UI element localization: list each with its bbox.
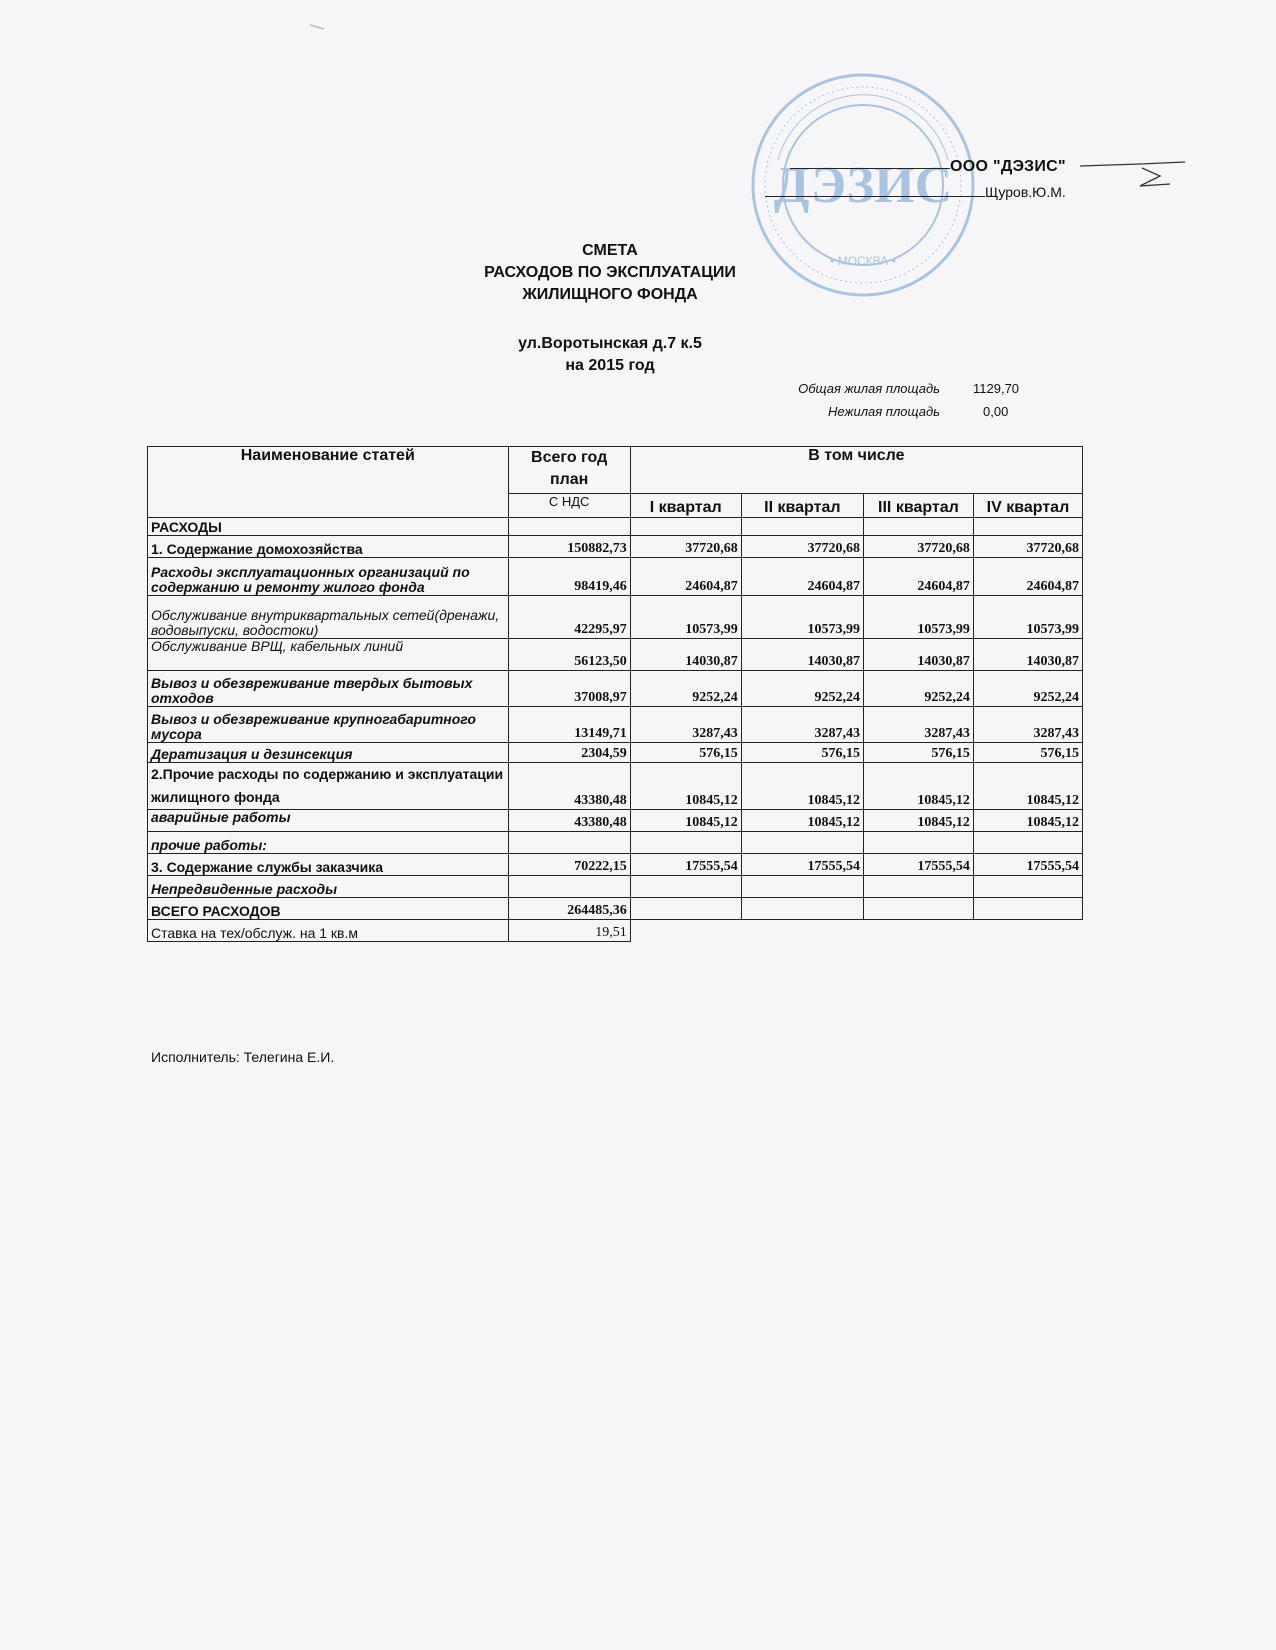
- row-q1: 10845,12: [630, 763, 741, 810]
- header-name: Наименование статей: [148, 447, 509, 518]
- executor: Исполнитель: Телегина Е.И.: [151, 1049, 335, 1065]
- row-name: Дератизация и дезинсекция: [148, 743, 509, 763]
- row-name: Непредвиденные расходы: [148, 876, 509, 898]
- row-q3: 9252,24: [863, 671, 973, 707]
- row-q4: 10845,12: [973, 810, 1082, 832]
- row-q1: 14030,87: [630, 639, 741, 671]
- row-q2: [741, 832, 863, 854]
- row-q1: 576,15: [630, 743, 741, 763]
- table-row: [148, 558, 1083, 596]
- row-q2: 24604,87: [741, 558, 863, 596]
- table-row: [148, 854, 1083, 876]
- row-q3: 14030,87: [863, 639, 973, 671]
- row-name: Обслуживание внутриквартальных сетей(дренажи, водовыпуски, водостоки): [148, 596, 509, 639]
- row-q2: 37720,68: [741, 536, 863, 558]
- row-q3: 37720,68: [863, 536, 973, 558]
- row-q4: 10573,99: [973, 596, 1082, 639]
- row-total: 264485,36: [508, 898, 630, 920]
- address: ул.Воротынская д.7 к.5: [518, 335, 702, 352]
- row-q3: 10845,12: [863, 810, 973, 832]
- row-q4: [973, 832, 1082, 854]
- rate-value: 19,51: [508, 920, 630, 942]
- empty-cell: [508, 518, 630, 536]
- approver-organization: ООО "ДЭЗИС": [950, 158, 1066, 175]
- title-line-2: РАСХОДОВ ПО ЭКСПЛУАТАЦИИ: [484, 264, 736, 281]
- header-vat: С НДС: [508, 494, 630, 518]
- expense-table: [147, 446, 1083, 942]
- living-area-value: 1129,70: [973, 381, 1020, 396]
- rate-label: Ставка на тех/обслуж. на 1 кв.м: [148, 920, 509, 942]
- header-total: [508, 447, 630, 494]
- header-total-line2: план: [549, 471, 589, 488]
- row-q2: 10845,12: [741, 810, 863, 832]
- header-q3: III квартал: [863, 494, 973, 518]
- row-total: 56123,50: [508, 639, 630, 671]
- row-total: [508, 832, 630, 854]
- row-q2: 3287,43: [741, 707, 863, 743]
- header-q2: II квартал: [741, 494, 863, 518]
- row-total: 37008,97: [508, 671, 630, 707]
- row-total: 42295,97: [508, 596, 630, 639]
- row-q1: [630, 898, 741, 920]
- row-q3: [863, 898, 973, 920]
- title-line-3: ЖИЛИЩНОГО ФОНДА: [522, 286, 698, 303]
- row-q3: 10845,12: [863, 763, 973, 810]
- row-name: 2.Прочие расходы по содержанию и эксплуатации жилищного фонда: [148, 763, 509, 810]
- row-q2: 10573,99: [741, 596, 863, 639]
- year: на 2015 год: [565, 357, 655, 374]
- row-name: Обслуживание ВРЩ, кабельных линий: [148, 639, 509, 671]
- row-name: 1. Содержание домохозяйства: [148, 536, 509, 558]
- table-row: [148, 536, 1083, 558]
- empty-cell: [973, 518, 1082, 536]
- table-row: [148, 639, 1083, 671]
- row-q1: 9252,24: [630, 671, 741, 707]
- row-q1: 10845,12: [630, 810, 741, 832]
- row-q3: 24604,87: [863, 558, 973, 596]
- row-total: 98419,46: [508, 558, 630, 596]
- row-name: прочие работы:: [148, 832, 509, 854]
- signer-signature-line: [765, 196, 985, 197]
- table-row: [148, 763, 1083, 810]
- empty-cell: [630, 920, 1082, 942]
- row-q1: 24604,87: [630, 558, 741, 596]
- section-row: [148, 518, 1083, 536]
- row-name: 3. Содержание службы заказчика: [148, 854, 509, 876]
- title-line-1: СМЕТА: [582, 242, 638, 259]
- row-total: 150882,73: [508, 536, 630, 558]
- row-total: 13149,71: [508, 707, 630, 743]
- row-total: 43380,48: [508, 763, 630, 810]
- nonliving-area-value: 0,00: [983, 404, 1009, 419]
- row-q1: [630, 832, 741, 854]
- row-q1: [630, 876, 741, 898]
- row-total: 2304,59: [508, 743, 630, 763]
- header-total-line1: Всего год: [531, 449, 608, 466]
- empty-cell: [741, 518, 863, 536]
- row-q4: 3287,43: [973, 707, 1082, 743]
- row-q3: [863, 876, 973, 898]
- row-q4: 576,15: [973, 743, 1082, 763]
- row-q2: 14030,87: [741, 639, 863, 671]
- row-name: Вывоз и обезвреживание твердых бытовых отходов: [148, 671, 509, 707]
- row-q2: 576,15: [741, 743, 863, 763]
- table-row: [148, 832, 1083, 854]
- row-q2: 10845,12: [741, 763, 863, 810]
- scan-speck: [310, 24, 324, 30]
- row-q2: [741, 876, 863, 898]
- row-total: 43380,48: [508, 810, 630, 832]
- document-subtitle: [430, 333, 790, 377]
- row-q4: 37720,68: [973, 536, 1082, 558]
- row-q4: 17555,54: [973, 854, 1082, 876]
- header-q4: IV квартал: [973, 494, 1082, 518]
- table-row: [148, 596, 1083, 639]
- row-q4: 10845,12: [973, 763, 1082, 810]
- row-q3: 17555,54: [863, 854, 973, 876]
- row-q3: 576,15: [863, 743, 973, 763]
- handwritten-signature: [1080, 160, 1190, 200]
- header-including: В том числе: [630, 447, 1082, 494]
- table-row: [148, 707, 1083, 743]
- table-row: [148, 743, 1083, 763]
- row-name: Вывоз и обезвреживание крупногабаритного мусора: [148, 707, 509, 743]
- header-q1: I квартал: [630, 494, 741, 518]
- row-q1: 17555,54: [630, 854, 741, 876]
- row-name: аварийные работы: [148, 810, 509, 832]
- row-q2: 9252,24: [741, 671, 863, 707]
- row-q4: 9252,24: [973, 671, 1082, 707]
- empty-cell: [630, 518, 741, 536]
- approver-name: Щуров.Ю.М.: [985, 184, 1066, 200]
- row-q2: 17555,54: [741, 854, 863, 876]
- section-label: РАСХОДЫ: [148, 518, 509, 536]
- table-row: [148, 876, 1083, 898]
- row-q2: [741, 898, 863, 920]
- row-name: Расходы эксплуатационных организаций по содержанию и ремонту жилого фонда: [148, 558, 509, 596]
- living-area-row: [640, 381, 1020, 396]
- document-title: [430, 240, 790, 306]
- row-q4: 24604,87: [973, 558, 1082, 596]
- row-q1: 3287,43: [630, 707, 741, 743]
- table-row: [148, 810, 1083, 832]
- row-q4: [973, 898, 1082, 920]
- table-row: [148, 671, 1083, 707]
- rate-row: [148, 920, 1083, 942]
- row-q1: 10573,99: [630, 596, 741, 639]
- empty-cell: [863, 518, 973, 536]
- nonliving-area-row: [640, 404, 1009, 419]
- row-name: ВСЕГО РАСХОДОВ: [148, 898, 509, 920]
- row-total: [508, 876, 630, 898]
- row-q3: 3287,43: [863, 707, 973, 743]
- svg-text:• МОСКВА •: • МОСКВА •: [830, 254, 896, 268]
- row-q4: [973, 876, 1082, 898]
- row-q1: 37720,68: [630, 536, 741, 558]
- nonliving-area-label: Нежилая площадь: [828, 404, 940, 419]
- row-q3: [863, 832, 973, 854]
- row-q4: 14030,87: [973, 639, 1082, 671]
- living-area-label: Общая жилая площадь: [798, 381, 940, 396]
- org-signature-line: [790, 168, 950, 169]
- row-q3: 10573,99: [863, 596, 973, 639]
- svg-text:ДЭЗИС: ДЭЗИС: [773, 157, 953, 214]
- table-header-row: [148, 447, 1083, 494]
- total-row: [148, 898, 1083, 920]
- row-total: 70222,15: [508, 854, 630, 876]
